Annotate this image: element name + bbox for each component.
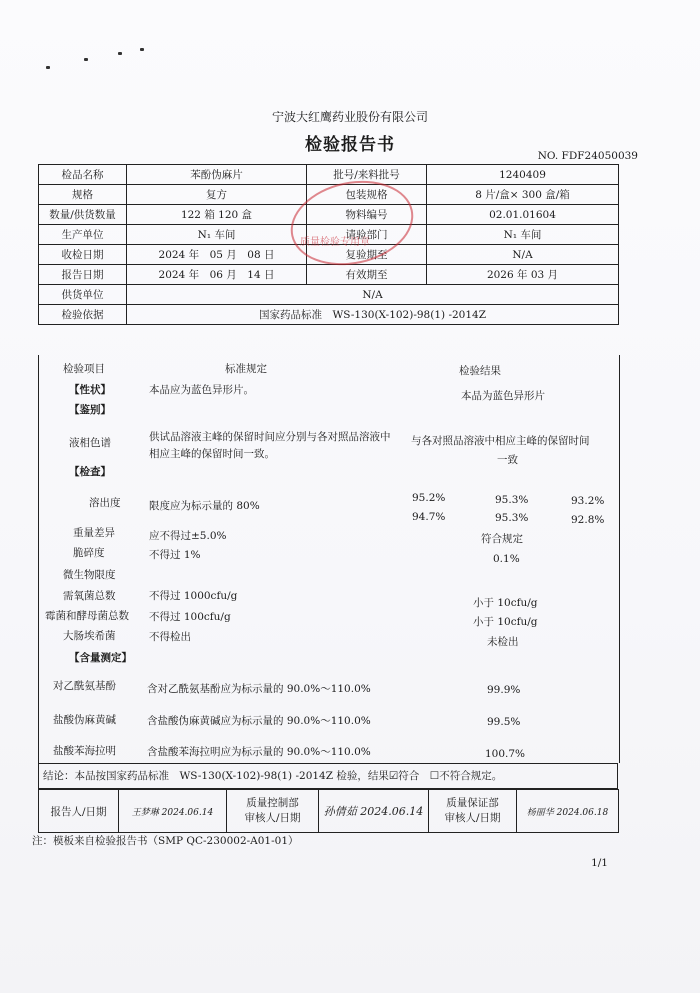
col-header-standard: 标准规定: [225, 363, 267, 375]
batch-value: 1240409: [427, 165, 619, 185]
lc-result-line1: 与各对照品溶液中相应主峰的保留时间: [411, 435, 590, 447]
appearance-standard: 本品应为蓝色异形片。: [149, 384, 254, 396]
dissolution-standard: 限度应为标示量的 80%: [149, 500, 260, 512]
report-date-label: 报告日期: [39, 265, 127, 285]
reporter-label: 报告人/日期: [39, 790, 119, 833]
table-row: [39, 285, 619, 305]
spec-value: 复方: [127, 185, 307, 205]
dph-item: 盐酸苯海拉明: [53, 745, 116, 757]
expiry-value: 2026 年 03 月: [427, 265, 619, 285]
material-no-value: 02.01.01604: [427, 205, 619, 225]
micro-item: 微生物限度: [63, 569, 116, 581]
dissolution-value: 95.3%: [495, 512, 529, 524]
ecoli-item: 大肠埃希菌: [63, 630, 116, 642]
mold-standard: 不得过 100cfu/g: [149, 611, 231, 623]
qty-label: 数量/供货数量: [39, 205, 127, 225]
weight-standard: 应不得过±5.0%: [149, 530, 227, 542]
retest-label: 复验期至: [307, 245, 427, 265]
batch-label: 批号/来料批号: [307, 165, 427, 185]
section-assay: 【含量测定】: [69, 652, 132, 664]
mold-result: 小于 10cfu/g: [473, 616, 538, 628]
pse-item: 盐酸伪麻黄碱: [53, 714, 116, 726]
qc-reviewer-label: 质量控制部 审核人/日期: [227, 790, 319, 833]
weight-result: 符合规定: [481, 533, 523, 545]
scan-speck: [84, 58, 88, 61]
qa-signature: 杨丽华 2024.06.18: [517, 790, 619, 833]
producer-label: 生产单位: [39, 225, 127, 245]
dissolution-value: 94.7%: [412, 511, 446, 523]
reporter-signature: 王梦琳 2024.06.14: [119, 790, 227, 833]
friability-result: 0.1%: [493, 553, 520, 565]
material-no-label: 物料编号: [307, 205, 427, 225]
scan-speck: [140, 48, 144, 51]
results-section: [38, 355, 620, 763]
basis-label: 检验依据: [39, 305, 127, 325]
page-number: 1/1: [591, 857, 608, 869]
dissolution-value: 93.2%: [571, 495, 605, 507]
product-name-value: 苯酚伪麻片: [127, 165, 307, 185]
friability-item: 脆碎度: [73, 547, 105, 559]
pse-result: 99.5%: [487, 716, 521, 728]
qty-value: 122 箱 120 盒: [127, 205, 307, 225]
weight-item: 重量差异: [73, 527, 115, 539]
supplier-label: 供货单位: [39, 285, 127, 305]
col-header-result: 检验结果: [459, 365, 501, 377]
ecoli-standard: 不得检出: [149, 631, 191, 643]
lc-item: 液相色谱: [69, 437, 111, 449]
company-name: 宁波大红鹰药业股份有限公司: [271, 110, 428, 124]
section-appearance: 【性状】: [69, 384, 111, 396]
aerobic-result: 小于 10cfu/g: [473, 597, 538, 609]
table-row: [39, 790, 619, 833]
section-identification: 【鉴别】: [69, 404, 111, 416]
quality-stamp-text: 质量检验专用章: [300, 237, 370, 248]
scan-speck: [46, 66, 50, 69]
appearance-result: 本品为蓝色异形片: [461, 390, 545, 402]
dissolution-value: 95.2%: [412, 492, 446, 504]
dept-value: N₁ 车间: [427, 225, 619, 245]
report-date-value: 2024 年 06 月 14 日: [127, 265, 307, 285]
pack-spec-value: 8 片/盒× 300 盒/箱: [427, 185, 619, 205]
document-title: 检验报告书: [305, 135, 395, 155]
qc-signature: 孙倩茹 2024.06.14: [319, 790, 429, 833]
apap-result: 99.9%: [487, 684, 521, 696]
expiry-label: 有效期至: [307, 265, 427, 285]
dissolution-item: 溶出度: [89, 497, 121, 509]
receive-date-value: 2024 年 05 月 08 日: [127, 245, 307, 265]
ecoli-result: 未检出: [487, 636, 519, 648]
section-tests: 【检查】: [69, 466, 111, 478]
pse-standard: 含盐酸伪麻黄碱应为标示量的 90.0%～110.0%: [147, 715, 371, 727]
mold-item: 霉菌和酵母菌总数: [45, 610, 129, 622]
aerobic-item: 需氧菌总数: [63, 590, 116, 602]
lc-standard: 供试品溶液主峰的保留时间应分别与各对照品溶液中相应主峰的保留时间一致。: [149, 431, 391, 460]
receive-date-label: 收检日期: [39, 245, 127, 265]
supplier-value: N/A: [127, 285, 619, 305]
col-header-item: 检验项目: [63, 363, 105, 375]
spec-label: 规格: [39, 185, 127, 205]
dept-label: 请验部门: [307, 225, 427, 245]
retest-value: N/A: [427, 245, 619, 265]
dph-standard: 含盐酸苯海拉明应为标示量的 90.0%～110.0%: [147, 746, 371, 758]
conclusion: 结论：本品按国家药品标准 WS-130(X-102)-98(1) -2014Z 检验，结果☑符合 ☐不符合规定。: [38, 763, 618, 789]
qa-reviewer-label: 质量保证部 审核人/日期: [429, 790, 517, 833]
basis-value: 国家药品标准 WS-130(X-102)-98(1) -2014Z: [127, 305, 619, 325]
report-number: NO. FDF24050039: [537, 150, 638, 162]
signature-table: [38, 789, 619, 833]
producer-value: N₁ 车间: [127, 225, 307, 245]
table-row: [39, 305, 619, 325]
template-note: 注：模板来自检验报告书（SMP QC-230002-A01-01）: [32, 835, 299, 847]
aerobic-standard: 不得过 1000cfu/g: [149, 590, 238, 602]
table-row: [39, 165, 619, 185]
friability-standard: 不得过 1%: [149, 549, 201, 561]
product-name-label: 检品名称: [39, 165, 127, 185]
dissolution-value: 92.8%: [571, 514, 605, 526]
scan-speck: [118, 52, 122, 55]
table-row: [39, 265, 619, 285]
pack-spec-label: 包装规格: [307, 185, 427, 205]
dph-result: 100.7%: [485, 748, 526, 760]
apap-standard: 含对乙酰氨基酚应为标示量的 90.0%～110.0%: [147, 683, 371, 695]
dissolution-value: 95.3%: [495, 494, 529, 506]
apap-item: 对乙酰氨基酚: [53, 680, 116, 692]
lc-result-line2: 一致: [497, 454, 518, 466]
